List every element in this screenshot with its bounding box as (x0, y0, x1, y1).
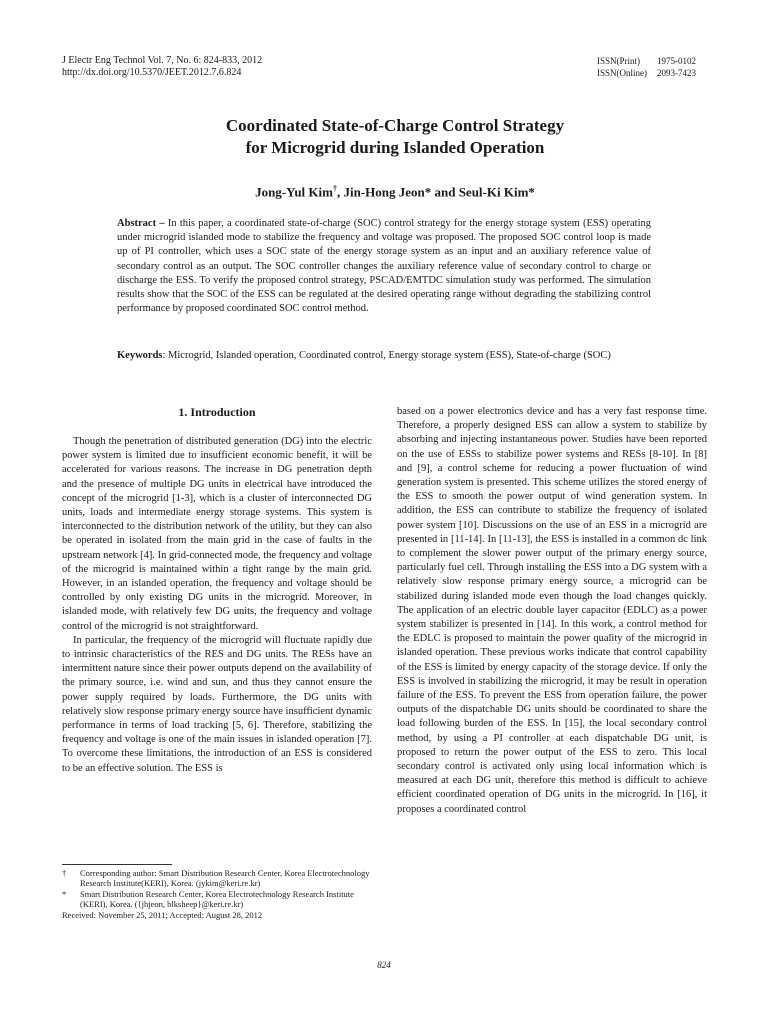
keywords-label: Keywords (117, 350, 163, 361)
intro-paragraph-1: Though the penetration of distributed generation (DG) into the electric power system is limited due to insufficient economic benefit, it will be accelerated for various reasons. The increase in DG penetration depth and the presence of multiple DG units in electrical have introduced the concept of the microgrid [1-3], which is a cluster of interconnected DG units, loads and intermediate energy storage systems. This system is interconnected to the distribution network of the utility, but they can also be operated in isolated from the main grid in the case of faults in the upstream network [4]. In grid-connected mode, the frequency and voltage of the microgrid is maintained within a tight range by the main grid. However, in an islanded operation, the frequency and voltage should be controlled by only existing DG units in the microgrid. Moreover, in islanded mode, with relatively few DG units, the frequency and voltage control of the microgrid is not straightforward. (62, 436, 372, 632)
other-authors: , Jin-Hong Jeon* and Seul-Ki Kim* (336, 184, 535, 200)
keywords (117, 349, 651, 363)
issn-online-value: 2093-7423 (657, 68, 696, 78)
footnote-1-mark: † (62, 868, 67, 878)
journal-citation: J Electr Eng Technol Vol. 7, No. 6: 824-833, 2012 (62, 55, 263, 66)
title-line-2: for Microgrid during Islanded Operation (245, 138, 545, 157)
keywords-text: : Microgrid, Islanded operation, Coordinated control, Energy storage system (ESS), State-of-charge (SOC) (162, 350, 611, 361)
page-number: 824 (377, 960, 391, 970)
paper-title (100, 115, 690, 159)
footnotes (62, 868, 372, 920)
abstract-text: In this paper, a coordinated state-of-charge (SOC) control strategy for the energy storage system (ESS) operating under microgrid islanded mode to stabilize the frequency and voltage was proposed. The proposed SOC control loop is made up of PI controller, which uses a SOC state of the energy storage system as an input and an auxiliary reference value of secondary control as an output. The SOC controller changes the auxiliary reference value of secondary control to charge or discharge the ESS. To verify the proposed control strategy, PSCAD/EMTDC simulation study was performed. The simulation results show that the SOC of the ESS can be regulated at the desired operating range without degrading the stabilizing control performance by proposed coordinated SOC control method. (117, 218, 651, 315)
abstract-label: Abstract – (117, 218, 165, 229)
footnote-1 (62, 868, 372, 889)
footnote-1-text: Corresponding author: Smart Distribution Research Center, Korea Electrotechnology Research Institute(KERI), Korea. (jykim@keri.re.kr) (80, 868, 370, 889)
doi-link[interactable]: http://dx.doi.org/10.5370/JEET.2012.7.6.824 (62, 67, 242, 78)
left-column (62, 405, 372, 776)
footnote-2-mark: * (62, 888, 67, 899)
footnote-divider (62, 864, 172, 865)
issn-print-label: ISSN(Print) (597, 56, 641, 66)
issn-block (597, 55, 696, 79)
author-list (100, 184, 690, 200)
footnote-2 (62, 889, 372, 910)
right-column (397, 405, 707, 817)
footnote-2-text: Smart Distribution Research Center, Korea Electrotechnology Research Institute (KERI), Korea. ({jhjeon, blksheep}@keri.re.kr) (80, 888, 354, 910)
corresponding-author-mark: † (332, 184, 337, 193)
abstract (117, 217, 651, 316)
intro-paragraph-3: based on a power electronics device and has a very fast response time. Therefore, a properly designed ESS can allow a system to stabilize by absorbing and injecting instantaneous power. Studies have been reported on the use of ESSs to stabilize power systems and RESs [8-10]. In [8] and [9], a control scheme for reducing a power fluctuation of wind generation system is presented. This scheme utilizes the stored energy of the ESS to smooth the power output of wind generation system. In addition, the ESS can contribute to stabilize the frequency of isolated power system [10]. Discussions on the use of an ESS in a microgrid are presented in [11-14]. In [11-13], the ESS is installed in a common dc link to complement the slower power output of the primary energy source, particularly fuel cell. Through installing the ESS into a DG system with a relatively slow response primary energy source, a microgrid can be stabilized during islanded mode even though the load changes quickly. The application of an electric double layer capacitor (EDLC) as a power system stabilizer is presented in [14]. In this work, a control method for the EDLC is proposed to maintain the power quality of the microgrid in islanded operation. These previous works indicate that control capability of the ESS is limited by energy capacity of the storage device. If only the ESS is involved in stabilizing the microgrid, it may be result in operation failure of the ESS. To prevent the ESS from operation failure, the power outputs of the dispatchable DG units should be coordinated to share the load following burden of the ESS. In [15], the local secondary control method, by using a PI controller at each dispatchable DG unit, is proposed to return the power output of the ESS to zero. This local secondary control is activated only using local information which is measured at each DG unit, therefore this method is difficult to achieve efficient coordinated operation of DG units in the microgrid. In [16], it proposes a coordinated control (397, 406, 707, 815)
issn-online-label: ISSN(Online) (597, 68, 647, 78)
author-1: Jong-Yul Kim (255, 184, 333, 200)
intro-paragraph-2: In particular, the frequency of the microgrid will fluctuate rapidly due to intrinsic characteristics of the RES and DG units. The RESs have an intermittent nature since their power outputs depend on the availability of the primary source, i.e. wind and sun, and thus they cannot ensure the power supply required by loads. Furthermore, the DG units with relatively slow response primary energy source have insufficient dynamic performance in terms of load tracking [5, 6]. Therefore, stabilizing the frequency and voltage is one of the main issues in islanded operation [7]. To overcome these limitations, the introduction of an ESS is considered to be an effective solution. The ESS is (62, 634, 372, 774)
received-dates: Received: November 25, 2011; Accepted: August 28, 2012 (62, 909, 263, 920)
section-heading: 1. Introduction (178, 405, 256, 419)
title-line-1: Coordinated State-of-Charge Control Strategy (225, 116, 565, 135)
journal-header (62, 55, 262, 79)
issn-print-value: 1975-0102 (657, 56, 696, 66)
